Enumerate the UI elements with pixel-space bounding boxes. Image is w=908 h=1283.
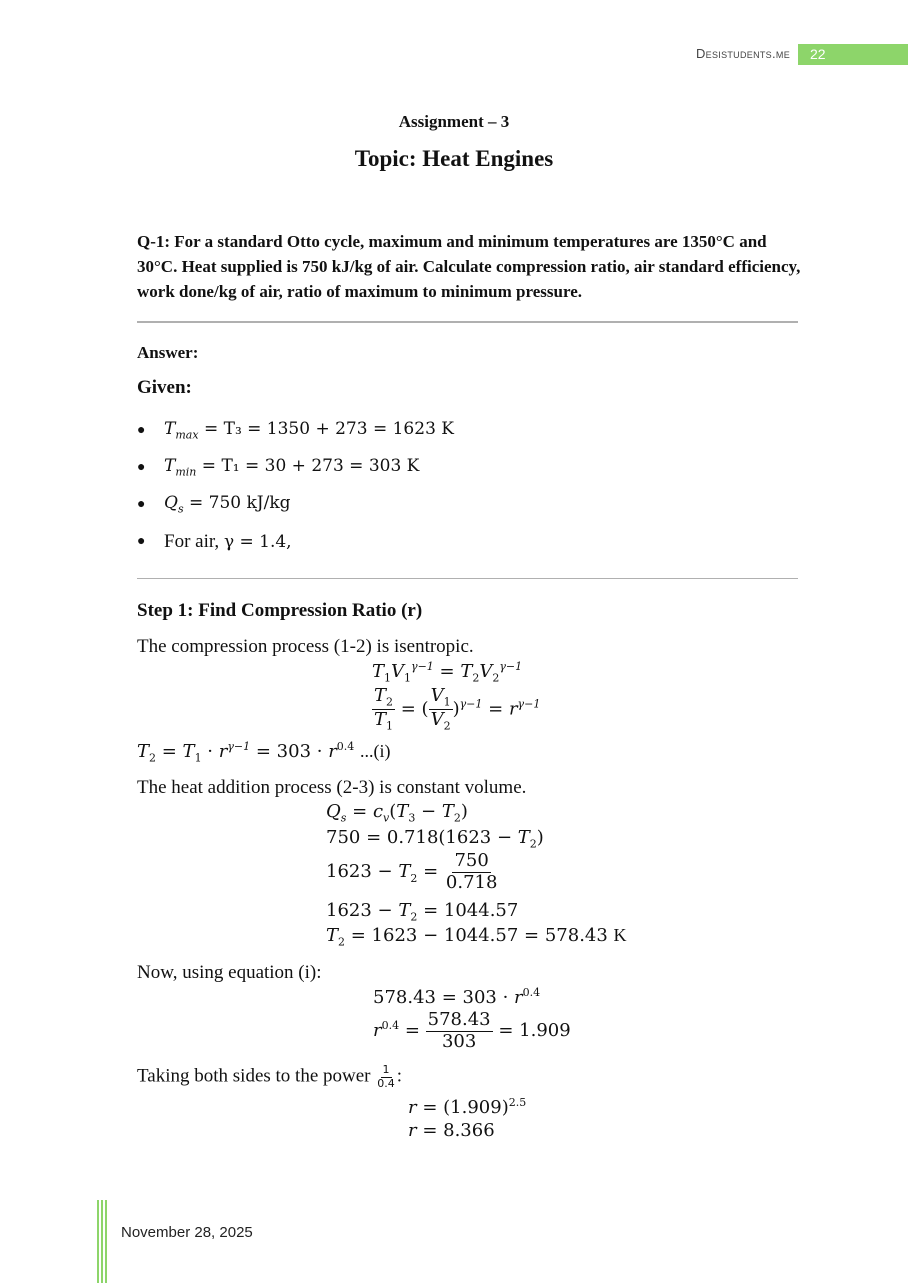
equation-t2: $T_2 = 1623 - 1044.57 = 578.43$ K [326, 925, 627, 949]
step1-heading: Step 1: Find Compression Ratio (r) [137, 600, 423, 621]
now-text: Now, using equation (i): [137, 962, 322, 983]
site-name: Desistudents.me [695, 46, 790, 61]
equation-fraction: $1623 - T_2$ = $\frac{750}{0.718}$ [326, 850, 498, 893]
given-label: Given: [137, 377, 192, 398]
divider [137, 578, 798, 579]
list-item: ● $T_{max} = T_3 = 1350 + 273 = 1623$ K [137, 419, 454, 442]
assignment-title: Assignment – 3 [398, 112, 510, 131]
equation-r-exp: $r = (1.909)^{2.5}$ [408, 1096, 527, 1118]
equation-result: $1623 - T_2 = 1044.57$ [326, 900, 519, 924]
equation-substitute-i: $578.43 = 303 \cdot r^{0.4}$ [373, 986, 541, 1008]
step1-intro: The compression process (1-2) is isentropic. [137, 636, 474, 657]
equation-r-power: $r^{0.4}$ = $\frac{578.43}{303}$ = 1.909 [373, 1009, 571, 1052]
equation-r-final: r = 8.366 [408, 1120, 495, 1141]
bullet-icon: ● [137, 533, 146, 549]
list-item: ● For air, γ = 1.4, [137, 530, 292, 552]
equation-substitution: $750 = 0.718(1623 - T_2)$ [326, 827, 544, 851]
topic-title: Topic: Heat Engines [354, 146, 554, 171]
list-item: ● $Q_s = 750$ kJ/kg [137, 493, 291, 516]
equation-isentropic: $T_1V_1^{\gamma-1} = T_2V_2^{\gamma-1}$ [372, 660, 523, 685]
equation-qs: $Q_s = c_v(T_3 - T_2)$ [326, 801, 468, 825]
page-number-badge: 22 [798, 44, 908, 65]
heat-intro: The heat addition process (2-3) is constant volume. [137, 777, 527, 798]
footer-accent-bars [97, 1200, 109, 1283]
footer-date: November 28, 2025 [121, 1224, 253, 1241]
bullet-icon: ● [137, 496, 146, 512]
divider [137, 321, 798, 323]
equation-i: $T_2 = T_1 \cdot r^{\gamma-1} = 303 \cdot r^{0.4}$ ...(i) [137, 740, 391, 765]
question-text: Q-1: For a standard Otto cycle, maximum and minimum temperatures are 1350°C and 30°C. Heat supplied is 750 kJ/kg of air. Calculate compression ratio, air standard efficiency, work done/kg of air, ratio of maximum to minimum pressure. [137, 232, 801, 301]
power-text: Taking both sides to the power $\frac{1}{0.4}$ : [137, 1063, 403, 1090]
list-item: ● $T_{min} = T_1 = 30 + 273 = 303$ K [137, 456, 420, 479]
equation-ratio: $\frac{T_2}{T_1}$ = ( $\frac{V_1}{V_2}$ )$^{\gamma-1} = r^{\gamma-1}$ [374, 685, 541, 733]
given-list [137, 412, 454, 560]
answer-label: Answer: [137, 343, 199, 362]
bullet-icon: ● [137, 459, 146, 475]
bullet-icon: ● [137, 422, 146, 438]
